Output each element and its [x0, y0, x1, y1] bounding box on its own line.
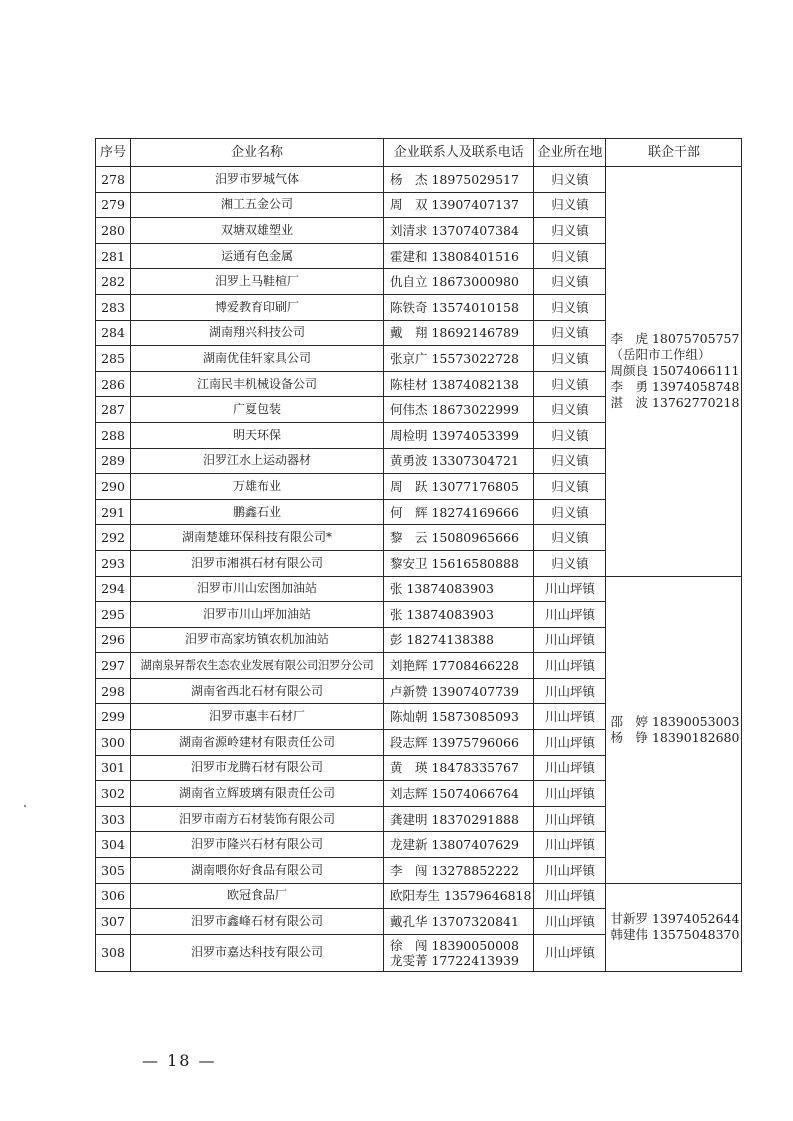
row-enterprise-name: 湖南楚雄环保科技有限公司* — [131, 525, 384, 551]
row-location: 川山坪镇 — [534, 781, 606, 807]
header-liaison: 联企干部 — [606, 139, 742, 167]
row-contact — [384, 755, 534, 781]
table-row — [96, 576, 742, 602]
row-seq: 284 — [96, 320, 131, 346]
liaison-line: （岳阳市工作组） — [610, 347, 711, 363]
row-contact — [384, 550, 534, 576]
row-seq: 281 — [96, 243, 131, 269]
row-contact — [384, 730, 534, 756]
row-location: 归义镇 — [534, 320, 606, 346]
row-location: 归义镇 — [534, 448, 606, 474]
row-seq: 278 — [96, 167, 131, 193]
row-enterprise-name: 鹏鑫石业 — [131, 499, 384, 525]
row-seq: 303 — [96, 806, 131, 832]
row-enterprise-name: 汨罗市川山宏图加油站 — [131, 576, 384, 602]
liaison-line: 杨 铮 18390182680 — [610, 729, 740, 745]
row-seq: 307 — [96, 909, 131, 935]
row-seq: 301 — [96, 755, 131, 781]
row-seq: 287 — [96, 397, 131, 423]
row-location: 川山坪镇 — [534, 934, 606, 971]
contact-line: 周 跃 13077176805 — [390, 478, 519, 494]
contact-line: 黎 云 15080965666 — [390, 530, 519, 546]
liaison-group — [606, 883, 742, 971]
row-enterprise-name: 汨罗上马鞋楦厂 — [131, 269, 384, 295]
row-enterprise-name: 博爱教育印刷厂 — [131, 294, 384, 320]
row-contact — [384, 653, 534, 679]
row-contact — [384, 678, 534, 704]
liaison-line: 甘新罗 13974052644 — [610, 911, 740, 927]
row-location: 归义镇 — [534, 474, 606, 500]
row-location: 归义镇 — [534, 371, 606, 397]
row-contact — [384, 269, 534, 295]
row-location: 归义镇 — [534, 294, 606, 320]
contact-line: 黎安卫 15616580888 — [390, 555, 519, 571]
row-enterprise-name: 汨罗市鑫峰石材有限公司 — [131, 909, 384, 935]
row-enterprise-name: 汨罗江水上运动器材 — [131, 448, 384, 474]
contact-line: 刘志辉 15074066764 — [390, 786, 519, 802]
row-location: 归义镇 — [534, 346, 606, 372]
header-location: 企业所在地 — [534, 139, 606, 167]
row-enterprise-name: 湘工五金公司 — [131, 192, 384, 218]
row-enterprise-name: 汨罗市龙腾石材有限公司 — [131, 755, 384, 781]
row-enterprise-name: 江南民丰机械设备公司 — [131, 371, 384, 397]
row-location: 归义镇 — [534, 525, 606, 551]
row-contact — [384, 781, 534, 807]
row-contact — [384, 294, 534, 320]
contact-line: 张 13874083903 — [390, 606, 494, 622]
row-location: 川山坪镇 — [534, 627, 606, 653]
contact-line: 刘清求 13707407384 — [390, 222, 519, 238]
row-seq: 300 — [96, 730, 131, 756]
row-seq: 279 — [96, 192, 131, 218]
row-enterprise-name: 汨罗市川山坪加油站 — [131, 602, 384, 628]
row-location: 川山坪镇 — [534, 602, 606, 628]
contact-line: 李 闯 13278852222 — [390, 862, 519, 878]
liaison-line: 李 虎 18075705757 — [610, 331, 740, 347]
row-seq: 282 — [96, 269, 131, 295]
row-enterprise-name: 广夏包装 — [131, 397, 384, 423]
contact-line: 黄 瑛 18478335767 — [390, 760, 519, 776]
row-enterprise-name: 汨罗市高家坊镇农机加油站 — [131, 627, 384, 653]
row-seq: 295 — [96, 602, 131, 628]
row-enterprise-name: 万雄布业 — [131, 474, 384, 500]
row-seq: 283 — [96, 294, 131, 320]
contact-line: 陈铁奇 13574010158 — [390, 299, 519, 315]
contact-line: 仇自立 18673000980 — [390, 274, 519, 290]
row-enterprise-name: 湖南翔兴科技公司 — [131, 320, 384, 346]
row-location: 川山坪镇 — [534, 832, 606, 858]
row-seq: 288 — [96, 422, 131, 448]
row-contact — [384, 883, 534, 909]
row-enterprise-name: 湖南喂你好食品有限公司 — [131, 858, 384, 884]
contact-line: 何 辉 18274169666 — [390, 504, 519, 520]
contact-line: 杨 杰 18975029517 — [390, 171, 519, 187]
row-location: 归义镇 — [534, 192, 606, 218]
table-row — [96, 167, 742, 193]
header-contact: 企业联系人及联系电话 — [384, 139, 534, 167]
contact-line: 刘艳辉 17708466228 — [390, 658, 519, 674]
row-contact — [384, 525, 534, 551]
row-seq: 302 — [96, 781, 131, 807]
row-contact — [384, 320, 534, 346]
contact-line: 陈桂材 13874082138 — [390, 376, 519, 392]
row-contact — [384, 448, 534, 474]
row-contact — [384, 832, 534, 858]
row-contact — [384, 499, 534, 525]
row-location: 川山坪镇 — [534, 653, 606, 679]
row-contact — [384, 576, 534, 602]
contact-line: 戴孔华 13707320841 — [390, 914, 519, 930]
row-seq: 293 — [96, 550, 131, 576]
row-contact — [384, 627, 534, 653]
row-contact — [384, 167, 534, 193]
contact-line: 卢新赞 13907407739 — [390, 683, 519, 699]
row-enterprise-name: 湖南优佳轩家具公司 — [131, 346, 384, 372]
liaison-line: 周颜良 15074066111 — [610, 363, 740, 379]
row-location: 归义镇 — [534, 499, 606, 525]
row-location: 川山坪镇 — [534, 755, 606, 781]
row-seq: 292 — [96, 525, 131, 551]
liaison-line: 湛 波 13762770218 — [610, 395, 740, 411]
row-enterprise-name: 汨罗市湘祺石材有限公司 — [131, 550, 384, 576]
row-location: 归义镇 — [534, 243, 606, 269]
contact-line: 龙建新 13807407629 — [390, 837, 519, 853]
row-seq: 289 — [96, 448, 131, 474]
enterprise-table — [95, 138, 742, 972]
row-contact — [384, 371, 534, 397]
row-enterprise-name: 汨罗市惠丰石材厂 — [131, 704, 384, 730]
row-enterprise-name: 汨罗市隆兴石材有限公司 — [131, 832, 384, 858]
row-location: 归义镇 — [534, 218, 606, 244]
row-seq: 304 — [96, 832, 131, 858]
liaison-line: 韩建伟 13575048370 — [610, 927, 740, 943]
row-seq: 286 — [96, 371, 131, 397]
row-seq: 305 — [96, 858, 131, 884]
row-enterprise-name: 汨罗市嘉达科技有限公司 — [131, 934, 384, 971]
row-enterprise-name: 汨罗市罗城气体 — [131, 167, 384, 193]
row-location: 川山坪镇 — [534, 576, 606, 602]
row-enterprise-name: 湖南泉昇帮农生态农业发展有限公司汨罗分公司 — [131, 653, 384, 679]
row-contact — [384, 422, 534, 448]
contact-line: 段志辉 13975796066 — [390, 734, 519, 750]
row-location: 川山坪镇 — [534, 806, 606, 832]
row-seq: 290 — [96, 474, 131, 500]
row-location: 川山坪镇 — [534, 678, 606, 704]
page-number: — 18 — — [142, 1051, 217, 1070]
contact-line: 徐 闯 18390050008 — [390, 937, 519, 953]
contact-line: 黄勇波 13307304721 — [390, 453, 519, 469]
contact-line: 陈灿朝 15873085093 — [390, 709, 519, 725]
header-name: 企业名称 — [131, 139, 384, 167]
row-location: 川山坪镇 — [534, 730, 606, 756]
row-location: 归义镇 — [534, 167, 606, 193]
row-seq: 285 — [96, 346, 131, 372]
contact-line: 何伟杰 18673022999 — [390, 402, 519, 418]
contact-line: 张 13874083903 — [390, 581, 494, 597]
row-enterprise-name: 欧冠食品厂 — [131, 883, 384, 909]
row-seq: 291 — [96, 499, 131, 525]
row-enterprise-name: 湖南省源岭建材有限责任公司 — [131, 730, 384, 756]
row-seq: 299 — [96, 704, 131, 730]
row-contact — [384, 909, 534, 935]
row-enterprise-name: 汨罗市南方石材装饰有限公司 — [131, 806, 384, 832]
row-location: 归义镇 — [534, 550, 606, 576]
row-location: 归义镇 — [534, 397, 606, 423]
row-contact — [384, 806, 534, 832]
row-enterprise-name: 湖南省西北石材有限公司 — [131, 678, 384, 704]
liaison-group — [606, 167, 742, 577]
contact-line: 张京广 15573022728 — [390, 350, 519, 366]
row-location: 归义镇 — [534, 422, 606, 448]
table-header-row — [96, 139, 742, 167]
row-enterprise-name: 运通有色金属 — [131, 243, 384, 269]
row-location: 川山坪镇 — [534, 858, 606, 884]
table-row — [96, 883, 742, 909]
row-enterprise-name: 明天环保 — [131, 422, 384, 448]
row-contact — [384, 397, 534, 423]
row-seq: 298 — [96, 678, 131, 704]
row-contact — [384, 704, 534, 730]
contact-line: 霍建和 13808401516 — [390, 248, 519, 264]
header-seq: 序号 — [96, 139, 131, 167]
liaison-line: 李 勇 13974058748 — [610, 379, 740, 395]
table-body — [96, 167, 742, 972]
row-seq: 306 — [96, 883, 131, 909]
row-contact — [384, 346, 534, 372]
contact-line: 欧阳寿生 13579646818 — [390, 888, 532, 904]
row-location: 川山坪镇 — [534, 704, 606, 730]
contact-line: 龚建明 18370291888 — [390, 811, 519, 827]
row-seq: 308 — [96, 934, 131, 971]
row-enterprise-name: 双塘双雄塑业 — [131, 218, 384, 244]
liaison-group — [606, 576, 742, 883]
contact-line: 彭 18274138388 — [390, 632, 494, 648]
row-location: 归义镇 — [534, 269, 606, 295]
row-contact — [384, 474, 534, 500]
row-contact — [384, 934, 534, 971]
row-contact — [384, 602, 534, 628]
row-contact — [384, 858, 534, 884]
row-location: 川山坪镇 — [534, 909, 606, 935]
contact-line: 戴 翔 18692146789 — [390, 325, 519, 341]
row-seq: 294 — [96, 576, 131, 602]
contact-line: 龙雯菁 17722413939 — [390, 952, 519, 968]
scan-speck — [24, 805, 26, 807]
row-seq: 280 — [96, 218, 131, 244]
contact-line: 周检明 13974053399 — [390, 427, 519, 443]
row-seq: 296 — [96, 627, 131, 653]
row-contact — [384, 243, 534, 269]
contact-line: 周 双 13907407137 — [390, 197, 519, 213]
liaison-line: 邵 婷 18390053003 — [610, 713, 740, 729]
row-location: 川山坪镇 — [534, 883, 606, 909]
row-seq: 297 — [96, 653, 131, 679]
row-contact — [384, 192, 534, 218]
row-contact — [384, 218, 534, 244]
row-enterprise-name: 湖南省立辉玻璃有限责任公司 — [131, 781, 384, 807]
